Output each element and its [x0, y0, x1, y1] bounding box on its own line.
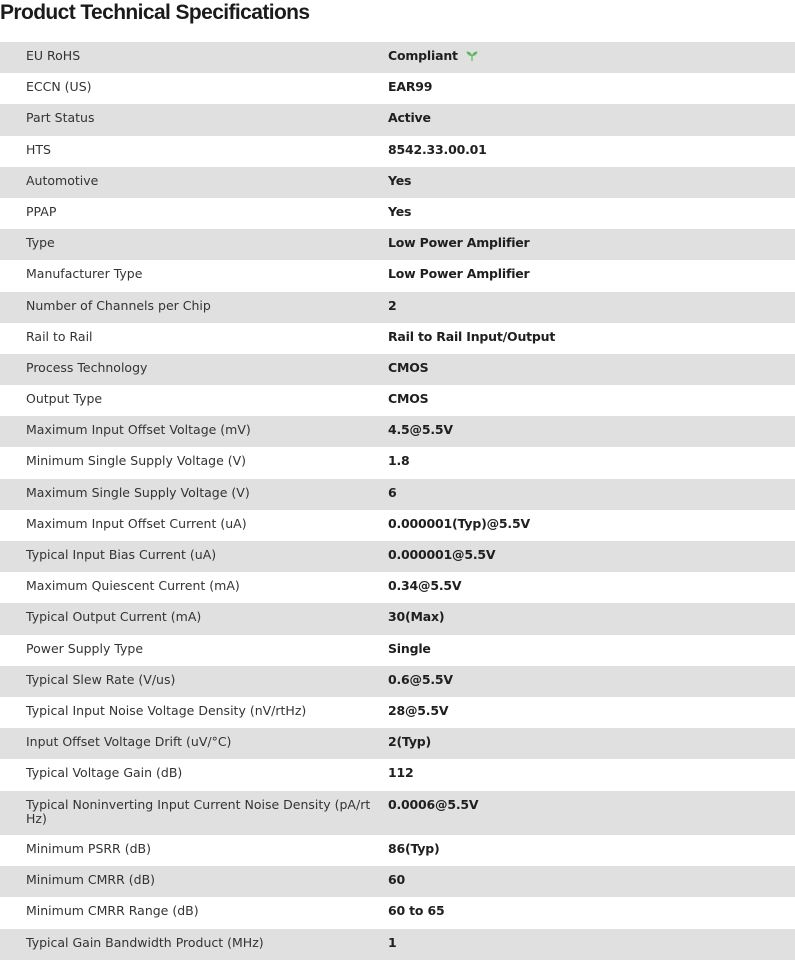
spec-value-text: Rail to Rail Input/Output [388, 328, 556, 344]
spec-label: Minimum Single Supply Voltage (V) [26, 453, 247, 469]
spec-value-text: 1.8 [388, 453, 410, 469]
spec-value-text: 28@5.5V [388, 702, 449, 718]
spec-row [0, 73, 795, 104]
spec-row [0, 136, 795, 167]
spec-value [388, 174, 795, 188]
spec-value [388, 236, 795, 250]
spec-row [0, 728, 795, 759]
spec-label: Power Supply Type [26, 640, 144, 656]
spec-value-text: 2(Typ) [388, 734, 432, 750]
spec-value-text: Active [388, 110, 431, 126]
spec-value-text: 1 [388, 934, 397, 950]
spec-value [388, 904, 795, 918]
spec-label: Type [26, 235, 55, 251]
spec-label: Manufacturer Type [26, 266, 143, 282]
spec-label: Process Technology [26, 359, 148, 375]
spec-value-text: 6 [388, 484, 397, 500]
spec-label: Typical Input Bias Current (uA) [26, 547, 217, 562]
spec-table [0, 42, 795, 960]
spec-value-text: 60 [388, 872, 405, 888]
spec-value [388, 673, 795, 687]
spec-label: Typical Input Noise Voltage Density (nV/rtHz) [26, 702, 307, 718]
spec-value-text: 86(Typ) [388, 841, 440, 857]
spec-value [388, 392, 795, 406]
spec-label: Output Type [26, 391, 103, 407]
page-title: Product Technical Specifications [0, 1, 310, 24]
spec-value-text: 30(Max) [388, 609, 445, 625]
spec-label: Typical Output Current (mA) [26, 609, 202, 625]
spec-row [0, 260, 795, 291]
spec-value [388, 579, 795, 593]
spec-value [388, 205, 795, 219]
spec-value-text: CMOS [388, 391, 429, 407]
spec-value-text: Yes [388, 203, 412, 219]
spec-row [0, 385, 795, 416]
spec-label: Typical Voltage Gain (dB) [26, 765, 183, 781]
spec-row [0, 416, 795, 447]
spec-row [0, 835, 795, 866]
spec-value [388, 548, 795, 562]
spec-value [388, 111, 795, 125]
spec-value [388, 873, 795, 887]
spec-value-text: Compliant [388, 48, 458, 63]
spec-value [388, 735, 795, 749]
spec-row [0, 866, 795, 897]
spec-row [0, 666, 795, 697]
spec-label: Input Offset Voltage Drift (uV/°C) [26, 734, 232, 750]
spec-value [388, 517, 795, 531]
spec-row [0, 229, 795, 260]
spec-label: Typical Gain Bandwidth Product (MHz) [26, 934, 264, 950]
spec-label: Minimum CMRR (dB) [26, 872, 156, 888]
spec-row [0, 697, 795, 728]
spec-label: Maximum Single Supply Voltage (V) [26, 484, 250, 500]
spec-value-text: 0.000001@5.5V [388, 547, 496, 562]
leaf-icon [465, 50, 479, 62]
spec-value [388, 143, 795, 157]
spec-value [388, 610, 795, 624]
spec-value [388, 798, 795, 812]
spec-row [0, 167, 795, 198]
spec-value-text: CMOS [388, 359, 429, 375]
spec-row [0, 323, 795, 354]
spec-row [0, 759, 795, 790]
spec-label: Minimum PSRR (dB) [26, 841, 151, 857]
spec-value [388, 936, 795, 950]
spec-row [0, 510, 795, 541]
spec-row [0, 572, 795, 603]
spec-label: Typical Noninverting Input Current Noise Density (pA/rt Hz) [26, 796, 371, 826]
spec-value [388, 423, 795, 437]
spec-row [0, 198, 795, 229]
spec-value-text: 0.0006@5.5V [388, 796, 479, 812]
spec-value [388, 842, 795, 856]
spec-value-text: 8542.33.00.01 [388, 141, 487, 157]
spec-value-text: EAR99 [388, 79, 433, 95]
spec-row [0, 897, 795, 928]
spec-row [0, 42, 795, 73]
spec-value [388, 267, 795, 281]
spec-row [0, 104, 795, 135]
spec-row [0, 541, 795, 572]
spec-value-text: 0.000001(Typ)@5.5V [388, 515, 530, 531]
spec-row [0, 479, 795, 510]
spec-row [0, 447, 795, 478]
spec-value-text: 0.34@5.5V [388, 578, 462, 594]
spec-value-text: Yes [388, 172, 412, 188]
spec-label: Automotive [26, 172, 99, 188]
spec-value [388, 454, 795, 468]
spec-row [0, 354, 795, 385]
spec-label: Minimum CMRR Range (dB) [26, 903, 199, 919]
spec-value [388, 299, 795, 313]
spec-value [388, 704, 795, 718]
spec-label: Number of Channels per Chip [26, 297, 211, 313]
spec-row [0, 603, 795, 634]
spec-value-text: 2 [388, 297, 397, 313]
spec-value [388, 766, 795, 780]
spec-label: Maximum Quiescent Current (mA) [26, 578, 240, 594]
spec-value [388, 361, 795, 375]
spec-value [388, 49, 795, 63]
spec-value [388, 486, 795, 500]
spec-value-text: 112 [388, 765, 414, 781]
spec-value-text: Low Power Amplifier [388, 235, 530, 251]
spec-row [0, 635, 795, 666]
spec-label: EU RoHS [26, 48, 81, 63]
spec-label: HTS [26, 141, 51, 157]
spec-label: Typical Slew Rate (V/us) [26, 671, 176, 687]
spec-row [0, 929, 795, 960]
spec-value-text: 0.6@5.5V [388, 671, 453, 687]
spec-value-text: 4.5@5.5V [388, 422, 453, 438]
spec-label: Maximum Input Offset Current (uA) [26, 515, 247, 531]
spec-value-text: 60 to 65 [388, 903, 445, 919]
spec-row [0, 791, 795, 836]
spec-label: ECCN (US) [26, 79, 92, 95]
spec-label: Rail to Rail [26, 328, 93, 344]
spec-label: Part Status [26, 110, 95, 126]
spec-value [388, 642, 795, 656]
spec-value-text: Single [388, 640, 431, 656]
spec-row [0, 292, 795, 323]
spec-label: PPAP [26, 203, 57, 219]
spec-value [388, 330, 795, 344]
spec-value [388, 80, 795, 94]
spec-value-text: Low Power Amplifier [388, 266, 530, 282]
spec-label: Maximum Input Offset Voltage (mV) [26, 422, 251, 438]
